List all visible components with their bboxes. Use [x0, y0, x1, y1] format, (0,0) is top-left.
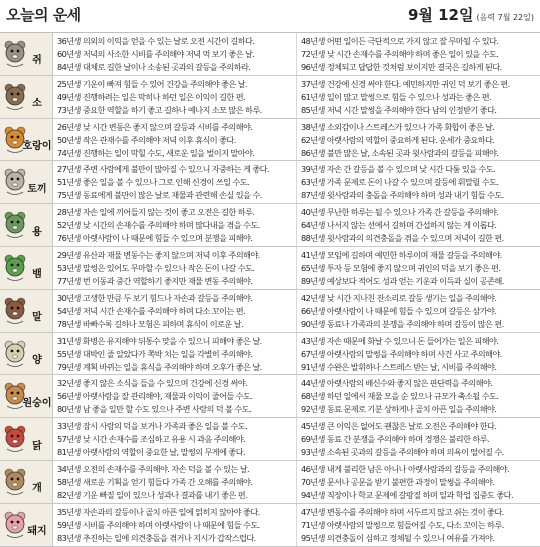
fortune-text: 직장이나 학교 문제에 갈팡질 하며 일과 학업 집중도 좋다.	[326, 489, 513, 500]
birth-year: 82년생	[57, 489, 81, 500]
birth-year: 28년생	[57, 207, 81, 218]
zodiac-label: 호랑이	[22, 140, 52, 152]
fortune-line	[301, 292, 537, 305]
fortune-line	[301, 361, 537, 374]
birth-year: 69년생	[301, 434, 325, 445]
fortune-text: 유산과 재물 변동수는 좋지 않으며 저녁 이후 주의해야.	[82, 249, 260, 260]
birth-year: 80년생	[57, 404, 81, 415]
birth-year: 35년생	[57, 506, 81, 517]
fortune-text: 변동수를 주의해야 하며 서두르지 않고 쉬는 것이 좋다.	[326, 506, 504, 517]
rat-icon	[2, 38, 28, 68]
fortune-line	[57, 262, 293, 275]
zodiac-label: 쥐	[32, 55, 42, 67]
fortune-column-right	[296, 375, 540, 417]
birth-year: 59년생	[57, 519, 81, 530]
fortune-line	[57, 532, 293, 545]
birth-year: 71년생	[301, 519, 325, 530]
fortune-text: 추진하는 일에 의견충돌을 겪거나 지시가 갑작스럽다.	[82, 532, 256, 543]
table-row	[0, 119, 540, 162]
birth-year: 84년생	[57, 62, 81, 72]
date-block	[408, 4, 534, 25]
fortune-column-left	[53, 333, 296, 375]
birth-year: 37년생	[301, 78, 325, 89]
fortune-line	[57, 318, 293, 331]
birth-year: 92년생	[301, 404, 325, 415]
table-row	[0, 76, 540, 119]
fortune-text: 동료 문제로 기분 상하게나 골치 아픈 일을 주의해야.	[326, 404, 497, 415]
fortune-column-left	[53, 33, 296, 75]
fortune-text: 건강에 신경 써야 한다. 예민하지만 귀인 덕 보기 좋은 편.	[326, 78, 510, 89]
birth-year: 27년생	[57, 164, 81, 175]
zodiac-cell	[0, 161, 53, 203]
rooster-icon	[2, 423, 28, 453]
zodiac-cell	[0, 504, 53, 546]
zodiac-label: 닭	[32, 440, 42, 452]
birth-year: 73년생	[57, 104, 81, 115]
fortune-line	[301, 147, 537, 160]
fortune-line	[57, 476, 293, 489]
zodiac-cell	[0, 76, 53, 118]
fortune-text: 아랫사람이 나 때문에 힘들 수 있으며 분쟁을 피해야.	[82, 233, 253, 244]
fortune-text: 동료 간 분쟁을 주의해야 하며 경쟁은 불리한 하루.	[326, 434, 490, 445]
zodiac-label: 소	[32, 98, 42, 110]
birth-year: 90년생	[301, 318, 325, 329]
fortune-line	[301, 176, 537, 189]
fortune-text: 모임에 길하며 예민한 하루이며 재물 갈등을 주의해야.	[326, 249, 502, 260]
fortune-text: 소속된 곳과의 갈등을 주의해야 하며 의욕이 떨어질 수.	[326, 447, 504, 458]
fortune-text: 기운이 빠져 힘들 수 있어 건강을 주의해야 좋은 날.	[82, 78, 248, 89]
fortune-line	[57, 104, 293, 117]
birth-year: 81년생	[57, 447, 81, 458]
zodiac-cell	[0, 333, 53, 375]
fortune-line	[57, 91, 293, 104]
fortune-line	[57, 78, 293, 91]
fortune-line	[301, 249, 537, 262]
birth-year: 39년생	[301, 164, 325, 175]
fortune-table	[0, 32, 540, 547]
fortune-text: 정체되고 답답한 것처럼 보이지만 결국은 길하게 된다.	[326, 62, 502, 72]
birth-year: 50년생	[57, 134, 81, 145]
fortune-text: 아랫사람의 역할이 중요하게 된다. 운세가 중요하다.	[326, 134, 495, 145]
fortune-text: 낮 시간 손재수를 주의해야 하며 좋은 일이 있을 수도.	[326, 49, 499, 59]
birth-year: 30년생	[57, 292, 81, 303]
fortune-line	[301, 275, 537, 288]
fortune-column-left	[53, 76, 296, 118]
table-row	[0, 504, 540, 547]
fortune-text: 소외감이나 스트레스가 있으나 가족 화합이 좋은 날.	[326, 121, 495, 132]
fortune-line	[301, 163, 537, 176]
fortune-line	[57, 403, 293, 416]
birth-year: 60년생	[57, 49, 81, 59]
zodiac-label: 개	[32, 483, 42, 495]
fortune-text: 윗사람과의 의견충돌을 겪을 수 있으며 저녁이 길한 편.	[326, 233, 504, 244]
zodiac-cell	[0, 418, 53, 460]
fortune-text: 아랫사람을 잘 관리해야, 재물과 이익이 줄어들 수도.	[82, 391, 253, 402]
fortune-text: 아랫사람의 배신수와 좋지 않은 판단력을 주의해야.	[326, 378, 493, 389]
birth-year: 25년생	[57, 78, 81, 89]
fortune-column-right	[296, 333, 540, 375]
horse-icon	[2, 295, 28, 325]
fortune-text: 번 이동과 중간 역할하기 좋지만 재물 변동 주의해야.	[82, 275, 253, 286]
birth-year: 63년생	[301, 177, 325, 188]
fortune-line	[57, 292, 293, 305]
birth-year: 58년생	[57, 476, 81, 487]
fortune-line	[57, 249, 293, 262]
fortune-line	[57, 219, 293, 232]
zodiac-cell	[0, 461, 53, 503]
dog-icon	[2, 466, 28, 496]
table-row	[0, 290, 540, 333]
fortune-column-left	[53, 375, 296, 417]
fortune-text: 동료에게 불만이 많은 날로 재물과 관련해 손실 있을 수.	[82, 190, 262, 201]
fortune-text: 주변 사람에게 불만이 많아질 수 있으니 자중하는 게 좋다.	[82, 164, 269, 175]
fortune-line	[301, 35, 537, 48]
fortune-text: 자손 일에 끼어들지 않는 것이 좋고 오전은 길한 하루.	[82, 207, 255, 218]
fortune-line	[301, 189, 537, 202]
birth-year: 66년생	[301, 305, 325, 316]
fortune-text: 하던 일에서 재물 모을 순 있으나 규모가 축소될 수도.	[326, 391, 499, 402]
table-row	[0, 33, 540, 76]
fortune-text: 진행하려는 일은 막히나 하던 일은 이익이 길한 편.	[82, 91, 246, 102]
fortune-text: 불만 많은 날, 소속된 곳과 윗사람과의 갈등을 피해야.	[326, 147, 499, 158]
fortune-text: 아랫사람의 역할이 중요한 날, 말썽의 무게에 좋다.	[82, 447, 246, 458]
birth-year: 44년생	[301, 378, 325, 389]
birth-year: 31년생	[57, 335, 81, 346]
sheep-icon	[2, 338, 28, 368]
fortune-text: 진행하는 일이 막힐 수도, 새로운 일을 벌이지 말아야.	[82, 147, 255, 158]
fortune-column-left	[53, 504, 296, 546]
fortune-text: 말썽은 있어도 무마할 수 있으나 작은 돈이 나갈 수도.	[82, 262, 255, 273]
fortune-line	[301, 318, 537, 331]
birth-year: 64년생	[301, 220, 325, 231]
fortune-line	[301, 206, 537, 219]
birth-year: 83년생	[57, 532, 81, 543]
snake-icon	[2, 252, 28, 282]
table-row	[0, 375, 540, 418]
fortune-column-right	[296, 204, 540, 246]
birth-year: 51년생	[57, 177, 81, 188]
birth-year: 55년생	[57, 348, 81, 359]
fortune-line	[57, 189, 293, 202]
fortune-line	[301, 476, 537, 489]
fortune-text: 대박인 줄 알았다가 쪽박 치는 일을 각별히 주의해야.	[82, 348, 253, 359]
fortune-text: 작은 관재수를 주의해야 저녁 이후 휴식이 좋다.	[82, 134, 236, 145]
fortune-line	[301, 91, 537, 104]
page-title: 오늘의 운세	[6, 5, 81, 24]
fortune-line	[301, 78, 537, 91]
lunar-date: (음력 7월 22일)	[476, 12, 534, 22]
fortune-line	[57, 275, 293, 288]
fortune-text: 일이 많고 말썽으로 힘들 수 있으나 성과는 좋은 편.	[326, 91, 492, 102]
birth-year: 33년생	[57, 421, 81, 432]
birth-year: 76년생	[57, 233, 81, 244]
birth-year: 53년생	[57, 262, 81, 273]
fortune-text: 낮 시간 변동은 좋지 않으며 갈등과 시비를 주의해야.	[82, 121, 253, 132]
fortune-text: 어떤 일이든 극단적으로 가지 않고 잘 무마될 수 있다.	[326, 36, 499, 46]
fortune-text: 저녁 시간 말썽을 주의해야 한다 남의 인정받기 좋다.	[326, 104, 497, 115]
fortune-text: 자손 때문에 화날 수 있으니 돈 들어가는 일은 피해야.	[326, 335, 499, 346]
birth-year: 96년생	[301, 62, 325, 72]
fortune-line	[301, 433, 537, 446]
zodiac-cell	[0, 247, 53, 289]
fortune-text: 시비를 주의해야 하며 아랫사람이 나 때문에 힘들 수도.	[82, 519, 260, 530]
birth-year: 77년생	[57, 275, 81, 286]
birth-year: 61년생	[301, 91, 325, 102]
fortune-text: 내게 불리한 남은 아니나 아랫사람과의 갈등을 주의해야.	[326, 463, 509, 474]
fortune-column-right	[296, 119, 540, 161]
fortune-line	[301, 335, 537, 348]
birth-year: 93년생	[301, 447, 325, 458]
fortune-text: 중요한 역할을 하기 좋고 길하나 예나지 소모 많은 하루.	[82, 104, 262, 115]
birth-year: 40년생	[301, 207, 325, 218]
fortune-column-right	[296, 247, 540, 289]
birth-year: 91년생	[301, 361, 325, 372]
fortune-column-right	[296, 418, 540, 460]
fortune-text: 바빠수록 길하나 모험은 피하며 휴식이 이로운 날.	[82, 318, 244, 329]
fortune-line	[57, 35, 293, 48]
fortune-line	[301, 134, 537, 147]
fortune-line	[57, 506, 293, 519]
birth-year: 75년생	[57, 190, 81, 201]
table-row	[0, 247, 540, 290]
fortune-line	[301, 519, 537, 532]
fortune-text: 아랫사람의 말썽으로 힘들어질 수도, 다소 꼬이는 하루.	[326, 519, 504, 530]
fortune-line	[57, 348, 293, 361]
fortune-text: 좋지 않은 소식을 들을 수 있으며 건강에 신경 써야.	[82, 378, 248, 389]
fortune-column-right	[296, 461, 540, 503]
fortune-line	[301, 262, 537, 275]
fortune-text: 아랫사람의 말썽을 주의해야 하며 사건 사고 주의해야.	[326, 348, 502, 359]
fortune-column-left	[53, 290, 296, 332]
birth-year: 86년생	[301, 147, 325, 158]
fortune-column-right	[296, 33, 540, 75]
fortune-text: 잠시 사람의 덕을 보거나 가족과 좋은 일을 볼 수도.	[82, 421, 248, 432]
fortune-text: 가족 문제로 돈이 나갈 수 있으며 갈등에 휘말릴 수도.	[326, 177, 499, 188]
fortune-column-left	[53, 461, 296, 503]
fortune-line	[57, 519, 293, 532]
birth-year: 78년생	[57, 318, 81, 329]
birth-year: 52년생	[57, 220, 81, 231]
fortune-text: 기운 빠질 일이 있으나 성과나 결과를 내기 좋은 편.	[82, 489, 248, 500]
birth-year: 95년생	[301, 532, 325, 543]
fortune-line	[301, 390, 537, 403]
birth-year: 54년생	[57, 305, 81, 316]
fortune-line	[57, 61, 293, 74]
fortune-line	[57, 232, 293, 245]
birth-year: 79년생	[57, 361, 81, 372]
birth-year: 42년생	[301, 292, 325, 303]
fortune-line	[57, 361, 293, 374]
birth-year: 29년생	[57, 249, 81, 260]
fortune-line	[57, 335, 293, 348]
fortune-line	[57, 433, 293, 446]
birth-year: 34년생	[57, 463, 81, 474]
fortune-line	[301, 61, 537, 74]
zodiac-cell	[0, 204, 53, 246]
fortune-column-right	[296, 504, 540, 546]
fortune-line	[57, 463, 293, 476]
zodiac-label: 토끼	[27, 183, 47, 195]
fortune-text: 문서나 공문을 받기 불편한 과정이 말썽을 주의해야.	[326, 476, 495, 487]
birth-year: 88년생	[301, 233, 325, 244]
birth-year: 94년생	[301, 489, 325, 500]
pig-icon	[2, 509, 28, 539]
birth-year: 62년생	[301, 134, 325, 145]
fortune-column-left	[53, 204, 296, 246]
zodiac-cell	[0, 375, 53, 417]
fortune-text: 오전의 손재수를 주의해야. 자손 덕을 볼 수 있는 날.	[82, 463, 250, 474]
fortune-line	[301, 305, 537, 318]
fortune-text: 의외의 이익을 얻을 수 있는 날로 오전 시간이 길하다.	[82, 36, 255, 46]
fortune-line	[57, 121, 293, 134]
table-row	[0, 418, 540, 461]
birth-year: 43년생	[301, 335, 325, 346]
fortune-line	[301, 48, 537, 61]
birth-year: 48년생	[301, 36, 325, 46]
fortune-column-left	[53, 418, 296, 460]
fortune-text: 자손 간 갈등을 볼 수 있으며 낮 시간 다툼 있을 수도.	[326, 164, 496, 175]
dragon-icon	[2, 209, 28, 239]
fortune-line	[57, 390, 293, 403]
fortune-line	[57, 147, 293, 160]
birth-year: 72년생	[301, 49, 325, 59]
zodiac-label: 용	[32, 226, 42, 238]
birth-year: 46년생	[301, 463, 325, 474]
fortune-text: 윗사람과의 충돌을 주의해야 하며 성과 내기 힘들 수도.	[326, 190, 504, 201]
table-row	[0, 461, 540, 504]
fortune-text: 계획 바뀌는 일을 휴식을 주의해야 하며 오후가 좋은 날.	[82, 361, 262, 372]
fortune-line	[57, 206, 293, 219]
birth-year: 36년생	[57, 36, 81, 46]
fortune-line	[301, 420, 537, 433]
birth-year: 67년생	[301, 348, 325, 359]
fortune-text: 예상보다 적어도 성과 얻는 기운과 이득과 실이 공존해.	[326, 275, 504, 286]
fortune-text: 남 좋을 일만 할 수도 있으나 주변 사람의 덕 볼 수도.	[82, 404, 252, 415]
birth-year: 26년생	[57, 121, 81, 132]
fortune-line	[301, 377, 537, 390]
fortune-text: 고생한 만큼 두 보기 힘드나 자손과 갈등을 주의해야.	[82, 292, 253, 303]
zodiac-label: 돼지	[27, 526, 47, 538]
fortune-text: 화병은 유지해야 뒤통수 맞을 수 있으니 피해야 좋은 날.	[82, 335, 262, 346]
fortune-text: 큰 이익은 없어도 괜찮은 날로 오전은 주의해야 한다.	[326, 421, 497, 432]
birth-year: 85년생	[301, 104, 325, 115]
fortune-line	[301, 121, 537, 134]
fortune-text: 나서지 않는 선에서 길하며 간섭하지 않는 게 이롭다.	[326, 220, 497, 231]
table-row	[0, 161, 540, 204]
fortune-text: 수완은 발휘하나 스트레스 받는 날, 시비를 주의해야.	[326, 361, 497, 372]
fortune-text: 투자 등 모험에 좋지 않으며 귀인의 덕을 보기 좋은 편.	[326, 262, 501, 273]
fortune-line	[301, 489, 537, 502]
zodiac-cell	[0, 290, 53, 332]
birth-year: 68년생	[301, 391, 325, 402]
fortune-line	[57, 134, 293, 147]
fortune-line	[57, 305, 293, 318]
fortune-text: 좋은 일을 볼 수 있으나 그로 인해 신경이 쓰일 수도.	[82, 177, 250, 188]
birth-year: 56년생	[57, 391, 81, 402]
fortune-line	[301, 403, 537, 416]
solar-date: 9월 12일	[407, 5, 474, 24]
birth-year: 89년생	[301, 275, 325, 286]
fortune-line	[301, 506, 537, 519]
fortune-text: 낮 시간의 손재수를 주의해야 하며 많다내을 겪을 수도.	[82, 220, 260, 231]
birth-year: 32년생	[57, 378, 81, 389]
birth-year: 57년생	[57, 434, 81, 445]
birth-year: 38년생	[301, 121, 325, 132]
fortune-text: 의견충돌이 심하고 정체될 수 있으니 여유를 가져야.	[326, 532, 495, 543]
fortune-line	[57, 446, 293, 459]
fortune-column-right	[296, 290, 540, 332]
fortune-text: 대체로 길한 날이나 소송된 곳과의 갈등을 주의하라.	[82, 62, 251, 72]
ox-icon	[2, 81, 28, 111]
fortune-line	[57, 163, 293, 176]
fortune-line	[301, 532, 537, 545]
table-row	[0, 333, 540, 376]
table-row	[0, 204, 540, 247]
zodiac-cell	[0, 119, 53, 161]
fortune-text: 아랫사람이 나 때문에 힘들 수 있으며 갈등은 삼가야.	[326, 305, 497, 316]
fortune-line	[57, 420, 293, 433]
fortune-line	[57, 377, 293, 390]
fortune-line	[57, 48, 293, 61]
birth-year: 45년생	[301, 421, 325, 432]
fortune-line	[57, 176, 293, 189]
fortune-text: 새로운 기획을 얻기 힘들다 가족 간 오해를 주의해야.	[82, 476, 253, 487]
birth-year: 74년생	[57, 147, 81, 158]
fortune-text: 무난한 하루는 될 수 있으나 가족 간 갈등을 주의해야.	[326, 207, 499, 218]
fortune-line	[301, 232, 537, 245]
fortune-column-left	[53, 247, 296, 289]
fortune-line	[301, 348, 537, 361]
zodiac-cell	[0, 33, 53, 75]
fortune-line	[301, 219, 537, 232]
fortune-text: 낮 시간 지나친 잔소리로 갈등 생기는 일을 주의해야.	[326, 292, 497, 303]
fortune-line	[57, 489, 293, 502]
fortune-text: 동료나 가족과의 분쟁을 주의해야 하며 갈등이 많은 편.	[326, 318, 504, 329]
birth-year: 47년생	[301, 506, 325, 517]
zodiac-label: 뱀	[32, 269, 42, 281]
zodiac-label: 원숭이	[22, 397, 52, 409]
fortune-line	[301, 446, 537, 459]
birth-year: 87년생	[301, 190, 325, 201]
fortune-column-left	[53, 119, 296, 161]
fortune-text: 저녁 시간 손재수를 주의해야 하며 다소 꼬이는 편.	[82, 305, 246, 316]
fortune-column-right	[296, 161, 540, 203]
birth-year: 70년생	[301, 476, 325, 487]
birth-year: 41년생	[301, 249, 325, 260]
fortune-line	[301, 463, 537, 476]
fortune-text: 낮 시간 손재수를 조심하고 유용 시 과음 주의해야.	[82, 434, 246, 445]
fortune-column-right	[296, 76, 540, 118]
zodiac-label: 말	[32, 312, 42, 324]
fortune-column-left	[53, 161, 296, 203]
fortune-text: 저녁의 사소한 시비를 주의해야 저녁 먹 보기 좋은 날.	[82, 49, 255, 59]
header	[0, 0, 540, 28]
birth-year: 49년생	[57, 91, 81, 102]
fortune-text: 자손과의 갈등이나 골치 아픈 일에 얽히지 않아야 좋다.	[82, 506, 260, 517]
rabbit-icon	[2, 166, 28, 196]
birth-year: 65년생	[301, 262, 325, 273]
fortune-line	[301, 104, 537, 117]
zodiac-label: 양	[32, 354, 42, 366]
